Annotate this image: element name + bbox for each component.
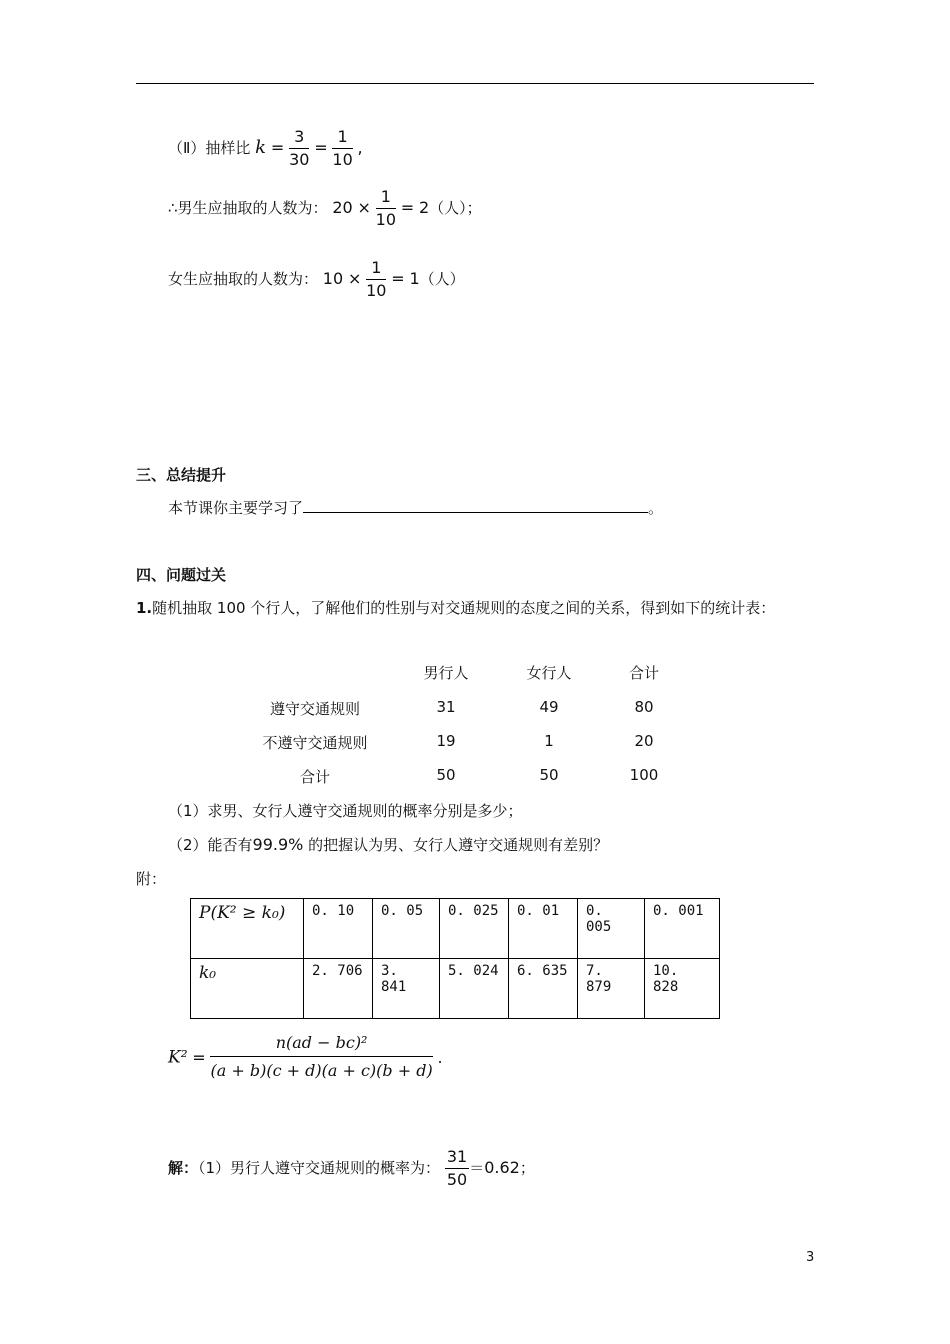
female-count-line — [168, 257, 465, 302]
summary-text: 本节课你主要学习了 — [168, 499, 304, 517]
table-cell: 20 — [634, 732, 654, 750]
table-cell: 49 — [539, 698, 559, 716]
solution-label: 解： — [168, 1159, 199, 1177]
fraction — [332, 126, 352, 171]
table-cell: 1 — [544, 732, 554, 750]
col-header: 男行人 — [423, 664, 469, 682]
table-cell: 80 — [634, 698, 654, 716]
sub-question-text: （2）能否有 — [168, 836, 253, 854]
number: 10 — [322, 269, 344, 288]
line-text: 女生应抽取的人数为： — [168, 270, 319, 288]
row-label: 合计 — [299, 768, 330, 786]
k-squared-formula — [168, 1030, 443, 1085]
numerator: 31 — [445, 1146, 469, 1169]
times: × — [347, 269, 362, 288]
table-cell: 7. 879 — [578, 959, 645, 1019]
numerator: 1 — [332, 126, 352, 149]
formula-lhs: K² — [168, 1047, 188, 1068]
table-cell: 19 — [436, 732, 456, 750]
solution-line — [168, 1146, 535, 1191]
result: 0.62 — [484, 1158, 520, 1177]
question-text: 随机抽取 100 个行人，了解他们的性别与对交通规则的态度之间的关系，得到如下的统计表： — [152, 599, 776, 617]
row-label — [191, 899, 304, 959]
table-cell: 5. 024 — [440, 959, 509, 1019]
male-count-line — [168, 186, 482, 231]
result: 2 — [418, 198, 430, 217]
table-cell: 0. 10 — [304, 899, 373, 959]
fraction — [366, 257, 386, 302]
table-cell: 50 — [436, 766, 456, 784]
period: . — [437, 1048, 443, 1067]
table-cell: 0. 025 — [440, 899, 509, 959]
sub-question-2 — [168, 834, 608, 855]
table-cell: 0. 001 — [645, 899, 720, 959]
table-row — [191, 959, 720, 1019]
table-cell: 0. 005 — [578, 899, 645, 959]
denominator: 10 — [332, 150, 353, 169]
numerator: 1 — [366, 257, 386, 280]
row-label: 遵守交通规则 — [269, 700, 360, 718]
denominator: 10 — [375, 210, 397, 229]
denominator: 50 — [446, 1170, 468, 1189]
table-row — [191, 899, 720, 959]
equals: = — [192, 1048, 206, 1067]
row-label — [191, 959, 304, 1019]
equals: = — [400, 198, 415, 217]
result: 1 — [409, 269, 420, 288]
semicolon: ； — [519, 1159, 535, 1177]
solution-text: （1）男行人遵守交通规则的概率为： — [198, 1159, 441, 1177]
col-header: 女行人 — [526, 664, 572, 682]
k0-symbol: k₀ — [199, 963, 217, 983]
sub-question-text: 的把握认为男、女行人遵守交通规则有差别？ — [303, 836, 609, 854]
header-rule — [136, 83, 814, 84]
times: × — [357, 198, 371, 217]
numerator: 3 — [289, 126, 309, 149]
sub-question-1: （1）求男、女行人遵守交通规则的概率分别是多少； — [168, 802, 523, 820]
unit: （人） — [419, 270, 465, 288]
table-cell: 10. 828 — [645, 959, 720, 1019]
question-number: 1. — [136, 599, 153, 617]
table-cell: 3. 841 — [373, 959, 440, 1019]
denominator: (a + b)(c + d)(a + c)(b + d) — [210, 1061, 433, 1080]
row-label: 不遵守交通规则 — [262, 734, 368, 752]
summary-line — [168, 497, 663, 518]
fraction — [445, 1146, 469, 1191]
numerator: n(ad − bc)² — [210, 1030, 432, 1057]
table-cell: 0. 05 — [373, 899, 440, 959]
page-number: 3 — [806, 1250, 815, 1265]
table-cell: 31 — [436, 698, 456, 716]
var-k: k — [255, 137, 267, 158]
line-text: （Ⅱ）抽样比 — [168, 139, 251, 157]
equals: = — [270, 138, 285, 157]
sampling-ratio-line — [168, 126, 363, 171]
number: 20 — [332, 198, 353, 217]
table-cell: 100 — [629, 766, 659, 784]
numerator: 1 — [376, 186, 396, 209]
critical-value-table — [190, 898, 720, 1019]
prob-expression: P(K² ≥ k₀) — [199, 903, 286, 923]
table-cell: 2. 706 — [304, 959, 373, 1019]
section-title-summary: 三、总结提升 — [136, 466, 227, 484]
equals: = — [314, 138, 328, 157]
formula-fraction — [210, 1030, 432, 1085]
equals: = — [391, 269, 405, 288]
denominator: 30 — [289, 150, 310, 169]
table-cell: 6. 635 — [509, 959, 578, 1019]
section-title-problems: 四、问题过关 — [136, 566, 227, 584]
appendix-label: 附： — [136, 870, 167, 888]
equals: ＝ — [469, 1159, 485, 1177]
unit: （人）； — [429, 199, 482, 217]
period: 。 — [648, 499, 664, 517]
denominator: 10 — [366, 281, 387, 300]
fill-in-blank[interactable] — [303, 498, 648, 513]
table-cell: 50 — [539, 766, 559, 784]
col-header: 合计 — [628, 664, 659, 682]
line-text: ∴男生应抽取的人数为： — [168, 199, 328, 217]
fraction — [289, 126, 309, 171]
question-1 — [136, 597, 775, 618]
fraction — [376, 186, 396, 231]
percentage: 99.9% — [252, 835, 304, 854]
table-cell: 0. 01 — [509, 899, 578, 959]
comma: , — [357, 138, 363, 157]
